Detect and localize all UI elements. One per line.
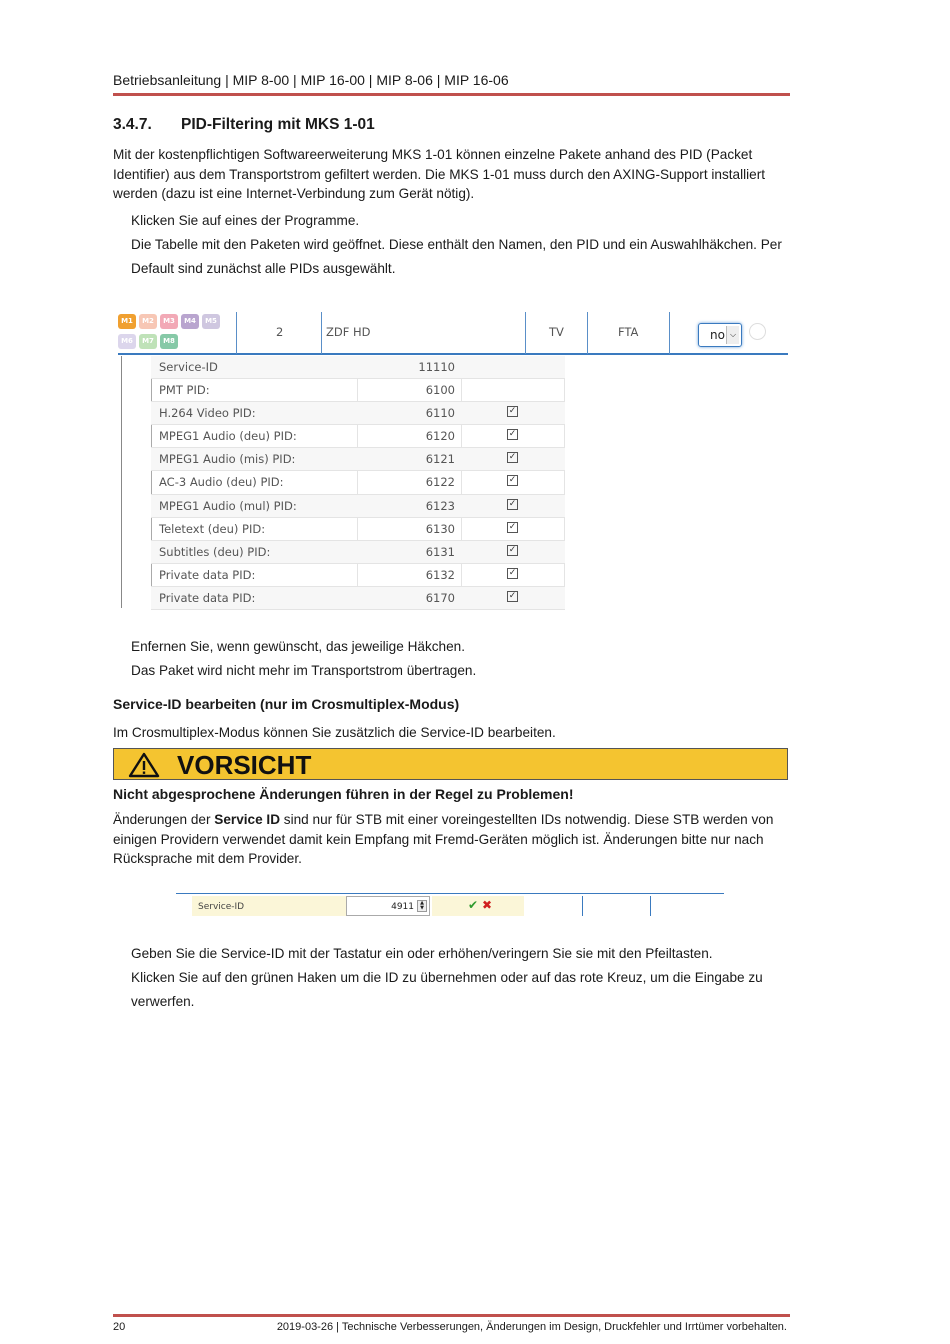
column-divider [587, 312, 588, 354]
radio-button[interactable] [749, 323, 766, 340]
program-select-value: no [710, 328, 725, 342]
pid-value: 6121 [425, 452, 455, 467]
mux-badge[interactable]: M3 [160, 314, 178, 329]
pid-name: Subtitles (deu) PID: [159, 544, 271, 559]
pid-value: 11110 [418, 360, 455, 374]
pid-name: H.264 Video PID: [159, 406, 256, 421]
step-packet-removed: Das Paket wird nicht mehr im Transportstrom übertragen. [131, 663, 477, 678]
service-id-input[interactable] [346, 896, 430, 916]
program-select[interactable] [698, 323, 742, 347]
pid-filter-screenshot [118, 310, 790, 610]
step-enter-service-id: Geben Sie die Service-ID mit der Tastatur ein oder erhöhen/veringern Sie sie mit den Pfeiltasten. [131, 946, 713, 961]
pid-value: 6132 [425, 567, 455, 582]
service-id-label: Service-ID [192, 896, 346, 916]
pid-name: Private data PID: [159, 567, 256, 582]
pid-row [151, 587, 565, 610]
warning-banner [113, 748, 788, 780]
mux-badge[interactable]: M4 [181, 314, 199, 329]
pid-value: 6130 [425, 521, 455, 536]
section-heading [113, 116, 375, 134]
program-number: 2 [276, 325, 284, 339]
mux-badge[interactable]: M6 [118, 334, 136, 349]
pid-row [151, 518, 565, 541]
pid-checkbox[interactable]: ✓ [508, 544, 517, 555]
step-remove-checkmark: Enfernen Sie, wenn gewünscht, das jeweilige Häkchen. [131, 639, 466, 654]
column-divider [236, 312, 237, 354]
pid-name: Private data PID: [159, 590, 256, 605]
header-rule [113, 93, 790, 96]
pid-row [151, 564, 565, 587]
step-click-program: Klicken Sie auf eines der Programme. [131, 213, 360, 228]
pid-row [151, 356, 565, 379]
pid-row [151, 425, 565, 448]
warning-text [113, 810, 788, 869]
program-type: TV [549, 325, 564, 339]
service-id-edit-screenshot [176, 893, 724, 918]
program-name: ZDF HD [326, 325, 371, 339]
warning-triangle-icon [128, 752, 160, 778]
subsection-text: Im Crosmultiplex-Modus können Sie zusätzlich die Service-ID bearbeiten. [113, 725, 556, 740]
column-divider [669, 312, 670, 354]
pid-checkbox[interactable]: ✓ [508, 498, 517, 509]
mux-badge[interactable]: M8 [160, 334, 178, 349]
pid-name: MPEG1 Audio (mis) PID: [159, 452, 296, 467]
footer-disclaimer: 2019-03-26 | Technische Verbesserungen, Änderungen im Design, Druckfehler und Irrtümer vorbehalten. [276, 1321, 787, 1333]
section-title: PID-Filtering mit MKS 1-01 [181, 116, 375, 133]
chevron-down-icon[interactable]: ⌵ [726, 326, 739, 344]
pid-name: MPEG1 Audio (mul) PID: [159, 498, 297, 513]
column-divider [321, 312, 322, 354]
edit-actions [432, 896, 524, 916]
pid-name: AC-3 Audio (deu) PID: [159, 475, 284, 490]
red-cross-icon[interactable]: ✖ [482, 898, 493, 912]
pid-value: 6122 [425, 475, 455, 490]
pid-checkbox[interactable]: ✓ [508, 475, 517, 486]
program-row[interactable] [118, 310, 788, 355]
pid-row [151, 471, 565, 494]
pid-checkbox[interactable]: ✓ [508, 452, 517, 463]
spinner-arrows-icon[interactable]: ▲ ▼ [417, 900, 427, 912]
column-divider [582, 896, 583, 916]
tree-line [121, 356, 122, 608]
pid-name: Service-ID [159, 360, 218, 374]
warning-text-pre: Änderungen der [113, 812, 215, 827]
pid-checkbox[interactable]: ✓ [508, 521, 517, 532]
program-encryption: FTA [618, 325, 639, 339]
document-title: Betriebsanleitung | MIP 8-00 | MIP 16-00 | MIP 8-06 | MIP 16-06 [113, 72, 509, 88]
section-number: 3.4.7. [113, 116, 152, 133]
row-border [176, 893, 724, 894]
warning-text-post: sind nur für STB mit einer voreingestellten IDs notwendig. Diese STB werden von einigen Providern verwendet damit kein Empfang mit Fremd-Geräten möglich ist. Änderungen bitte nur nach Rücksprache mit dem Provider. [113, 812, 774, 866]
subsection-title: Service-ID bearbeiten (nur im Crosmultiplex-Modus) [113, 696, 460, 712]
column-divider [650, 896, 651, 916]
pid-value: 6100 [425, 383, 455, 398]
warning-title: Nicht abgesprochene Änderungen führen in der Regel zu Problemen! [113, 786, 574, 802]
step-confirm-or-cancel: Klicken Sie auf den grünen Haken um die ID zu übernehmen oder auf das rote Kreuz, um die Eingabe zu verwerfen. [131, 970, 763, 1009]
column-divider [525, 312, 526, 354]
mux-badge[interactable]: M7 [139, 334, 157, 349]
mux-badge[interactable]: M5 [202, 314, 220, 329]
step-table-opens: Die Tabelle mit den Paketen wird geöffnet. Diese enthält den Namen, den PID und ein Auswahlhäkchen. Per Default sind zunächst alle PIDs ausgewählt. [131, 237, 782, 276]
pid-value: 6120 [425, 429, 455, 444]
pid-table [151, 356, 565, 610]
intro-paragraph: Mit der kostenpflichtigen Softwareerweiterung MKS 1-01 können einzelne Pakete anhand des PID (Packet Identifier) aus dem Transportstrom gefiltert werden. Die MKS 1-01 muss durch den AXING-Support installiert werden (dazu ist eine Internet-Verbindung zum Gerät nötig). [113, 147, 766, 201]
pid-value: 6170 [425, 590, 455, 605]
pid-name: Teletext (deu) PID: [159, 521, 266, 536]
pid-checkbox[interactable]: ✓ [508, 406, 517, 417]
pid-checkbox[interactable]: ✓ [508, 429, 517, 440]
footer-rule [113, 1314, 790, 1317]
warning-text-bold: Service ID [214, 812, 281, 827]
pid-name: PMT PID: [159, 383, 210, 398]
warning-label: VORSICHT [177, 750, 312, 780]
pid-value: 6131 [425, 544, 455, 559]
mux-badge[interactable]: M2 [139, 314, 157, 329]
pid-name: MPEG1 Audio (deu) PID: [159, 429, 297, 444]
pid-checkbox[interactable]: ✓ [508, 590, 517, 601]
green-check-icon[interactable]: ✔ [468, 898, 479, 912]
service-id-value: 4911 [391, 902, 414, 912]
page-header [113, 72, 790, 88]
pid-row [151, 541, 565, 564]
mux-badge[interactable]: M1 [118, 314, 136, 329]
pid-row [151, 448, 565, 471]
pid-row [151, 495, 565, 518]
pid-checkbox[interactable]: ✓ [508, 567, 517, 578]
pid-value: 6110 [425, 406, 455, 421]
pid-value: 6123 [425, 498, 455, 513]
page-number: 20 [113, 1321, 126, 1333]
pid-row [151, 379, 565, 402]
pid-row [151, 402, 565, 425]
